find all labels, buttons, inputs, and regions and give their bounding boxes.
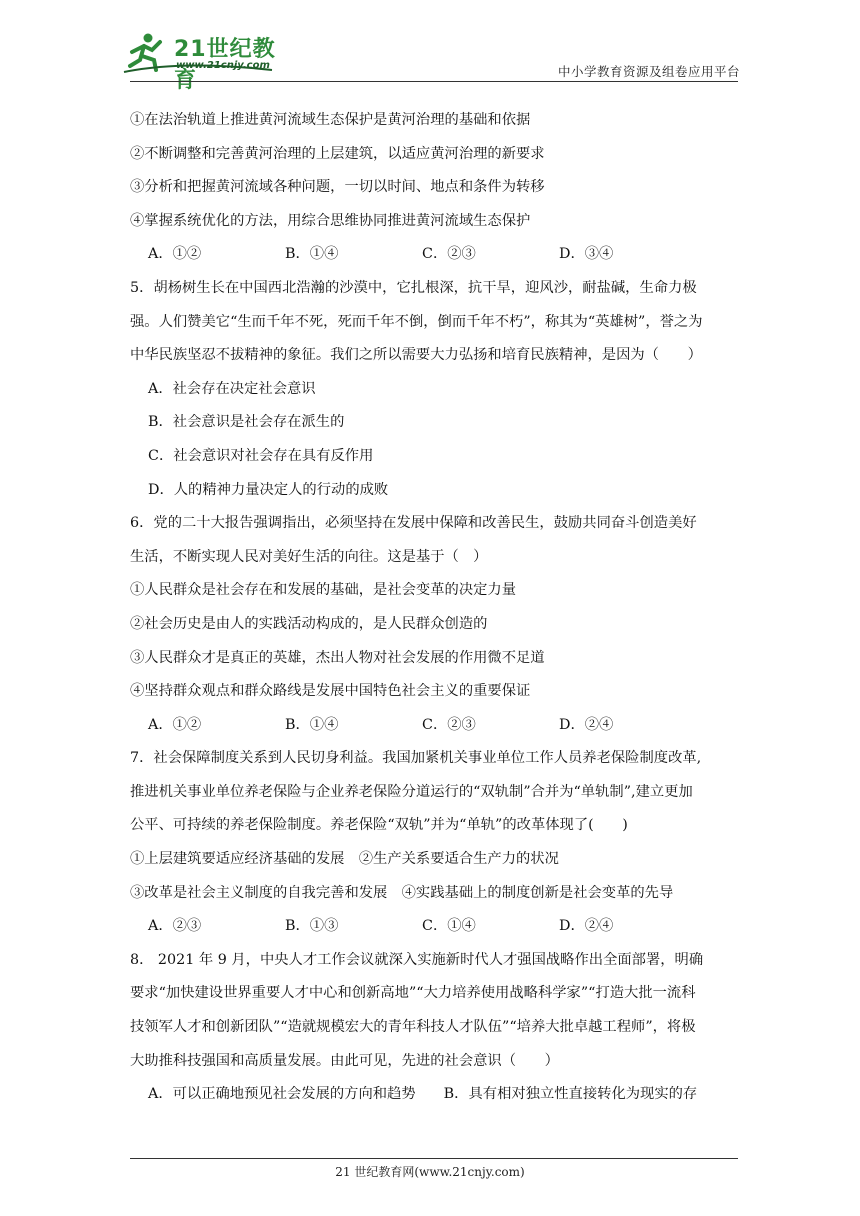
question-content [130, 104, 738, 1112]
answer-option[interactable]: B．社会意识是社会存在派生的 [148, 414, 345, 431]
text-line: ③人民群众才是真正的英雄，杰出人物对社会发展的作用微不足道 [130, 649, 545, 666]
text-line: 中华民族坚忍不拔精神的象征。我们之所以需要大力弘扬和培育民族精神，是因为（ ） [130, 347, 702, 364]
answer-options-row [130, 238, 738, 272]
text-line: 要求“加快建设世界重要人才中心和创新高地”“大力培养使用战略科学家”“打造大批一流科 [130, 985, 696, 1002]
text-line: 公平、可持续的养老保险制度。养老保险“双轨”并为“单轨”的改革体现了( ) [130, 817, 628, 834]
logo-text: 21世纪教育 [174, 37, 276, 93]
text-line: 推进机关事业单位养老保险与企业养老保险分道运行的“双轨制”合并为“单轨制”,建立更加 [130, 783, 693, 800]
answer-option[interactable]: D．②④ [559, 918, 614, 935]
text-line: 7．社会保障制度关系到人民切身利益。我国加紧机关事业单位工作人员养老保险制度改革, [130, 750, 702, 767]
header-divider [130, 81, 738, 82]
text-line: 生活，不断实现人民对美好生活的向往。这是基于（ ） [130, 548, 488, 565]
answer-option[interactable]: A．②③ [148, 918, 202, 935]
text-line: ③分析和把握黄河流域各种问题，一切以时间、地点和条件为转移 [130, 179, 545, 196]
text-line: 大助推科技强国和高质量发展。由此可见，先进的社会意识（ ） [130, 1052, 559, 1069]
text-line: ④坚持群众观点和群众路线是发展中国特色社会主义的重要保证 [130, 683, 531, 700]
footer-source[interactable]: 21 世纪教育网(www.21cnjy.com) [335, 1165, 525, 1179]
text-line: ①上层建筑要适应经济基础的发展 ②生产关系要适合生产力的状况 [130, 851, 559, 868]
answer-option[interactable]: C．①④ [422, 918, 476, 935]
text-line: 8． 2021 年 9 月，中央人才工作会议就深入实施新时代人才强国战略作出全面部署，明确 [130, 951, 704, 968]
answer-option[interactable]: C．②③ [422, 246, 476, 263]
answer-option[interactable]: B．①④ [285, 716, 339, 733]
answer-option[interactable]: A．①② [148, 716, 202, 733]
answer-option[interactable]: B．①④ [285, 246, 339, 263]
answer-option[interactable]: B．具有相对独立性直接转化为现实的存 [443, 1086, 698, 1103]
text-line: 强。人们赞美它“生而千年不死，死而千年不倒，倒而千年不朽”，称其为“英雄树”，誉之为 [130, 313, 703, 330]
text-line: ②不断调整和完善黄河治理的上层建筑，以适应黄河治理的新要求 [130, 145, 545, 162]
answer-option[interactable]: C．社会意识对社会存在具有反作用 [148, 447, 374, 464]
answer-option[interactable]: A．社会存在决定社会意识 [148, 380, 316, 397]
text-line: ①人民群众是社会存在和发展的基础，是社会变革的决定力量 [130, 582, 517, 599]
site-tagline: 中小学教育资源及组卷应用平台 [557, 64, 740, 79]
answer-option[interactable]: A．可以正确地预见社会发展的方向和趋势 [148, 1086, 416, 1103]
answer-option[interactable]: D．③④ [559, 246, 614, 263]
logo-url: www.21cnjy.com [176, 60, 270, 71]
text-line: 6．党的二十大报告强调指出，必须坚持在发展中保障和改善民生，鼓励共同奋斗创造美好 [130, 515, 697, 532]
text-line: 技领军人才和创新团队”“造就规模宏大的青年科技人才队伍”“培养大批卓越工程师”，将极 [130, 1019, 696, 1036]
answer-options-row [130, 709, 738, 743]
answer-option[interactable]: D．人的精神力量决定人的行动的成败 [148, 481, 389, 498]
answer-option[interactable]: A．①② [148, 246, 202, 263]
footer-divider [130, 1158, 738, 1159]
answer-option[interactable]: D．②④ [559, 716, 614, 733]
text-line: 5．胡杨树生长在中国西北浩瀚的沙漠中，它扎根深，抗干旱，迎风沙，耐盐碱，生命力极 [130, 279, 697, 296]
answer-options-row [130, 910, 738, 944]
answer-option[interactable]: B．①③ [285, 918, 339, 935]
page-header [0, 0, 860, 93]
text-line: ①在法治轨道上推进黄河流域生态保护是黄河治理的基础和依据 [130, 112, 531, 128]
site-logo[interactable] [122, 30, 292, 93]
text-line: ③改革是社会主义制度的自我完善和发展 ④实践基础上的制度创新是社会变革的先导 [130, 884, 674, 901]
answer-options-row [130, 1078, 738, 1112]
text-line: ②社会历史是由人的实践活动构成的，是人民群众创造的 [130, 615, 488, 632]
answer-option[interactable]: C．②③ [422, 716, 476, 733]
text-line: ④掌握系统优化的方法，用综合思维协同推进黄河流域生态保护 [130, 212, 531, 229]
